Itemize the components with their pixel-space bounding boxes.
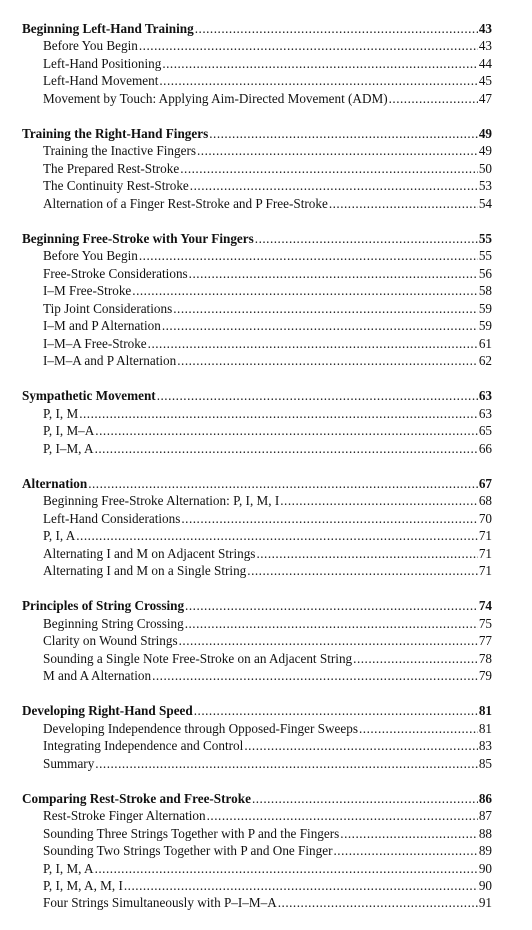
toc-entry-page-number: 71 (478, 562, 492, 578)
dot-leader (180, 160, 478, 177)
toc-entry-page-number: 90 (478, 878, 492, 894)
section-heading-page-number: 63 (478, 388, 492, 404)
section-heading-page-number: 43 (478, 21, 492, 36)
toc-entry-title: M and A Alternation (43, 668, 152, 683)
toc-entry-title: Alternating I and M on a Single String (43, 562, 247, 578)
toc-entry-title: Left-Hand Movement (43, 73, 159, 89)
toc-entry[interactable] (22, 545, 492, 562)
section-heading-title: Beginning Left-Hand Training (22, 21, 194, 36)
toc-entry[interactable] (22, 282, 492, 299)
toc-entry-page-number: 58 (478, 283, 492, 299)
toc-entry[interactable] (22, 842, 492, 859)
toc-section (22, 702, 492, 772)
toc-entry-page-number: 50 (478, 160, 492, 176)
toc-section (22, 387, 492, 457)
section-heading-title: Sympathetic Movement (22, 388, 156, 404)
toc-entry[interactable] (22, 650, 492, 667)
toc-entry-title: Free-Stroke Considerations (43, 265, 188, 281)
section-heading[interactable] (22, 702, 492, 719)
dot-leader (95, 440, 478, 457)
toc-entry-page-number: 83 (478, 738, 492, 754)
toc-entry-title: Rest-Stroke Finger Alternation (43, 808, 206, 824)
toc-entry-page-number: 91 (478, 895, 492, 911)
toc-entry-page-number: 87 (478, 808, 492, 824)
toc-entry[interactable] (22, 737, 492, 754)
section-heading[interactable] (22, 597, 492, 614)
toc-entry-page-number: 66 (478, 440, 492, 456)
toc-entry-title: Beginning Free-Stroke Alternation: P, I, M, I (43, 493, 280, 509)
toc-entry[interactable] (22, 160, 492, 177)
toc-entry-page-number: 59 (478, 318, 492, 334)
table-of-contents (22, 20, 492, 930)
toc-entry[interactable] (22, 894, 492, 911)
section-heading-page-number: 81 (478, 703, 492, 719)
toc-section (22, 597, 492, 684)
toc-entry-title: Developing Independence through Opposed-Finger Sweeps (43, 720, 358, 736)
toc-entry[interactable] (22, 422, 492, 439)
dot-leader (255, 230, 478, 247)
dot-leader (340, 825, 478, 842)
toc-entry-title: P, I, M (43, 405, 79, 421)
toc-entry-page-number: 54 (478, 195, 492, 211)
dot-leader (209, 125, 478, 142)
toc-entry-page-number: 56 (478, 265, 492, 281)
section-heading-title: Beginning Free-Stroke with Your Fingers (22, 231, 254, 247)
dot-leader (157, 387, 478, 404)
toc-entry[interactable] (22, 562, 492, 579)
toc-entry[interactable] (22, 37, 492, 54)
toc-entry-page-number: 90 (478, 860, 492, 876)
dot-leader (95, 860, 478, 877)
section-heading-title: Comparing Rest-Stroke and Free-Stroke (22, 791, 251, 807)
toc-entry-title: The Continuity Rest-Stroke (43, 178, 189, 194)
toc-section (22, 125, 492, 212)
toc-entry-page-number: 85 (478, 755, 492, 771)
toc-entry-title: I–M Free-Stroke (43, 283, 132, 299)
dot-leader (173, 300, 478, 317)
section-heading[interactable] (22, 230, 492, 247)
toc-entry-page-number: 47 (478, 90, 492, 106)
toc-entry[interactable] (22, 440, 492, 457)
dot-leader (79, 405, 478, 422)
toc-entry[interactable] (22, 510, 492, 527)
dot-leader (139, 37, 478, 54)
toc-entry-title: Beginning String Crossing (43, 615, 184, 631)
dot-leader (95, 422, 478, 439)
section-heading[interactable] (22, 20, 492, 37)
toc-entry-page-number: 81 (478, 720, 492, 736)
dot-leader (389, 90, 478, 107)
toc-entry[interactable] (22, 335, 492, 352)
dot-leader (139, 247, 478, 264)
dot-leader (162, 317, 478, 334)
dot-leader (197, 142, 478, 159)
dot-leader (244, 737, 478, 754)
section-heading[interactable] (22, 387, 492, 404)
section-heading-title: Developing Right-Hand Speed (22, 703, 193, 719)
toc-entry-title: Sounding Two Strings Together with P and One Finger (43, 843, 333, 859)
toc-entry-title: Movement by Touch: Applying Aim-Directed Movement (ADM) (43, 90, 388, 106)
toc-entry-title: Left-Hand Considerations (43, 510, 181, 526)
toc-entry[interactable] (22, 755, 492, 772)
toc-entry[interactable] (22, 807, 492, 824)
dot-leader (278, 894, 478, 911)
toc-entry-title: Left-Hand Positioning (43, 55, 162, 71)
toc-entry[interactable] (22, 405, 492, 422)
section-heading-page-number: 49 (478, 126, 492, 142)
dot-leader (185, 615, 478, 632)
dot-leader (179, 632, 478, 649)
toc-entry-title: Alternating I and M on Adjacent Strings (43, 545, 256, 561)
dot-leader (334, 842, 478, 859)
toc-section (22, 475, 492, 579)
toc-entry-title: Before You Begin (43, 248, 138, 264)
dot-leader (256, 545, 477, 562)
dot-leader (185, 597, 478, 614)
section-heading-page-number: 67 (478, 475, 492, 491)
toc-entry[interactable] (22, 317, 492, 334)
toc-section (22, 230, 492, 369)
dot-leader (190, 177, 478, 194)
toc-entry-page-number: 61 (478, 335, 492, 351)
toc-entry[interactable] (22, 55, 492, 72)
dot-leader (247, 562, 478, 579)
toc-entry-title: P, I, A (43, 528, 76, 544)
toc-entry-page-number: 43 (478, 38, 492, 54)
toc-entry[interactable] (22, 300, 492, 317)
dot-leader (124, 877, 478, 894)
dot-leader (194, 702, 478, 719)
toc-entry-page-number: 70 (478, 510, 492, 526)
dot-leader (152, 667, 478, 684)
toc-section (22, 790, 492, 912)
toc-entry-title: Clarity on Wound Strings (43, 633, 178, 649)
toc-entry[interactable] (22, 265, 492, 282)
toc-entry[interactable] (22, 667, 492, 684)
dot-leader (252, 790, 478, 807)
dot-leader (95, 755, 478, 772)
toc-entry[interactable] (22, 142, 492, 159)
toc-entry-page-number: 77 (478, 633, 492, 649)
toc-entry[interactable] (22, 632, 492, 649)
toc-entry[interactable] (22, 195, 492, 212)
section-heading-page-number: 55 (478, 231, 492, 247)
toc-entry-title: P, I–M, A (43, 440, 94, 456)
toc-entry-page-number: 78 (478, 650, 492, 666)
toc-entry[interactable] (22, 877, 492, 894)
dot-leader (148, 335, 478, 352)
dot-leader (207, 807, 478, 824)
toc-entry[interactable] (22, 247, 492, 264)
toc-entry[interactable] (22, 177, 492, 194)
toc-entry[interactable] (22, 492, 492, 509)
section-heading-page-number: 86 (478, 791, 492, 807)
dot-leader (359, 720, 478, 737)
toc-entry-title: Before You Begin (43, 38, 138, 54)
dot-leader (159, 72, 477, 89)
toc-entry-title: Integrating Independence and Control (43, 738, 244, 754)
dot-leader (329, 195, 478, 212)
dot-leader (177, 352, 478, 369)
section-heading-page-number: 74 (478, 598, 492, 614)
toc-entry-page-number: 65 (478, 423, 492, 439)
toc-entry[interactable] (22, 825, 492, 842)
toc-entry[interactable] (22, 527, 492, 544)
toc-entry[interactable] (22, 90, 492, 107)
section-heading[interactable] (22, 790, 492, 807)
toc-entry-title: Summary (43, 755, 95, 771)
dot-leader (76, 527, 478, 544)
section-heading-title: Training the Right-Hand Fingers (22, 126, 209, 142)
toc-entry-page-number: 71 (478, 528, 492, 544)
toc-entry-title: Sounding a Single Note Free-Stroke on an Adjacent String (43, 650, 353, 666)
toc-entry-title: The Prepared Rest-Stroke (43, 160, 180, 176)
dot-leader (162, 55, 478, 72)
toc-entry-page-number: 63 (478, 405, 492, 421)
toc-entry-page-number: 68 (478, 493, 492, 509)
toc-entry[interactable] (22, 720, 492, 737)
toc-entry[interactable] (22, 615, 492, 632)
toc-entry[interactable] (22, 860, 492, 877)
dot-leader (195, 20, 478, 37)
toc-entry-title: Four Strings Simultaneously with P–I–M–A (43, 895, 277, 911)
toc-entry-page-number: 53 (478, 178, 492, 194)
toc-entry-page-number: 44 (478, 55, 492, 71)
section-heading-title: Alternation (22, 475, 88, 491)
dot-leader (189, 265, 478, 282)
dot-leader (181, 510, 477, 527)
section-heading-title: Principles of String Crossing (22, 598, 185, 614)
toc-entry-page-number: 75 (478, 615, 492, 631)
toc-entry-page-number: 45 (478, 73, 492, 89)
toc-entry-title: Alternation of a Finger Rest-Stroke and P Free-Stroke (43, 195, 328, 211)
toc-entry-title: P, I, M, A (43, 860, 94, 876)
toc-entry[interactable] (22, 72, 492, 89)
toc-entry-title: P, I, M, A, M, I (43, 878, 123, 894)
toc-entry-page-number: 71 (478, 545, 492, 561)
toc-entry-title: I–M–A Free-Stroke (43, 335, 147, 351)
toc-entry-page-number: 62 (478, 352, 492, 368)
toc-entry-title: Training the Inactive Fingers (43, 143, 196, 159)
toc-entry-page-number: 79 (478, 668, 492, 683)
toc-entry-page-number: 89 (478, 843, 492, 859)
toc-entry-title: Sounding Three Strings Together with P and the Fingers (43, 825, 340, 841)
toc-entry-title: I–M–A and P Alternation (43, 352, 177, 368)
dot-leader (353, 650, 478, 667)
toc-entry-page-number: 55 (478, 248, 492, 264)
toc-entry-page-number: 59 (478, 300, 492, 316)
toc-entry-title: P, I, M–A (43, 423, 95, 439)
toc-section (22, 20, 492, 107)
section-heading[interactable] (22, 475, 492, 492)
dot-leader (280, 492, 478, 509)
dot-leader (132, 282, 478, 299)
toc-entry-page-number: 49 (478, 143, 492, 159)
section-heading[interactable] (22, 125, 492, 142)
toc-entry-title: Tip Joint Considerations (43, 300, 173, 316)
toc-entry[interactable] (22, 352, 492, 369)
toc-entry-page-number: 88 (478, 825, 492, 841)
toc-entry-title: I–M and P Alternation (43, 318, 161, 334)
dot-leader (88, 475, 478, 492)
